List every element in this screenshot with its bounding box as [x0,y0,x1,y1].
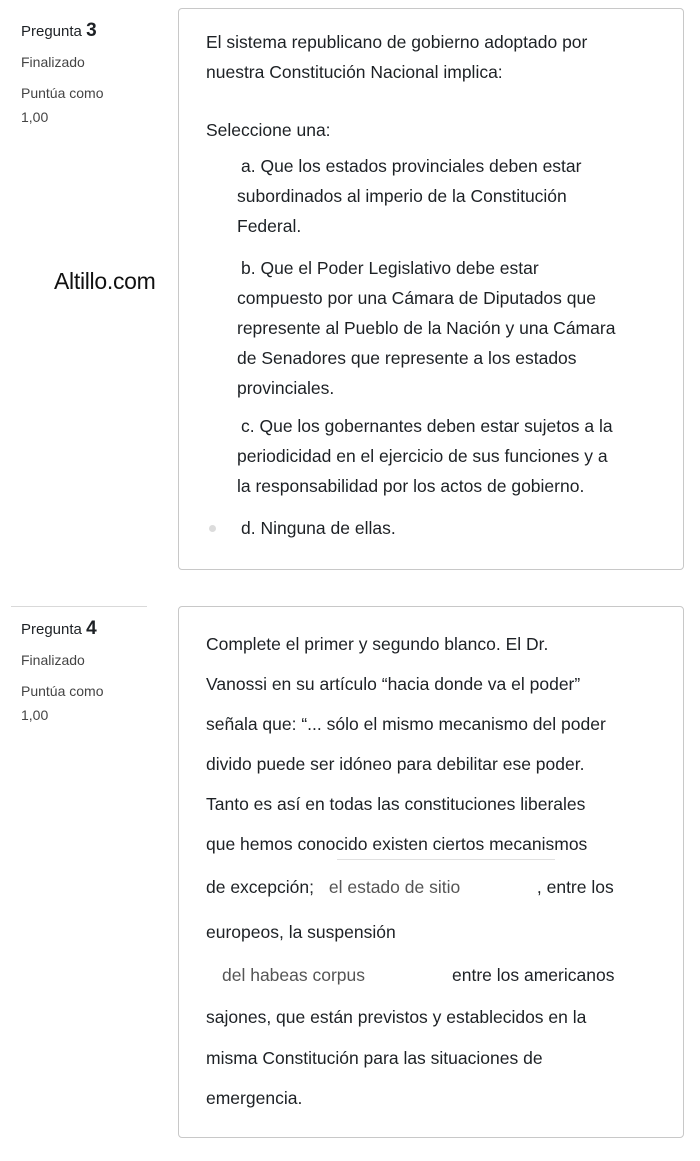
question-text-line: sajones, que están previstos y establecidos en la [206,1007,587,1027]
question-state: Finalizado [21,54,85,70]
radio-d[interactable] [209,525,216,532]
question-grade [21,81,161,129]
question-text-line: El sistema republicano de gobierno adoptado por [206,32,588,52]
question-text-line: Tanto es así en todas las constituciones liberales [206,794,586,814]
question-text-line: señala que: “... sólo el mismo mecanismo del poder [206,714,606,734]
question-number [21,20,161,43]
answer-option-d[interactable] [233,513,677,543]
answer-option-a[interactable] [233,151,677,241]
option-text: Federal. [237,216,302,236]
question-4-info [21,618,161,727]
grade-value: 1,00 [21,109,49,125]
option-text: d. Ninguna de ellas. [241,518,396,538]
question-state: Finalizado [21,652,85,668]
option-text: periodicidad en el ejercicio de sus funciones y a [237,446,608,466]
question-number-value: 4 [86,618,97,639]
question-text-line: Complete el primer y segundo blanco. El Dr. [206,634,549,654]
question-text-line: europeos, la suspensión [206,922,396,942]
blank-1-answer[interactable]: el estado de sitio [328,877,461,897]
answer-option-b[interactable] [233,253,677,403]
grade-label: Puntúa como [21,683,104,699]
blank-1-underline [337,859,555,860]
option-text: c. Que los gobernantes deben estar sujetos a la [241,416,613,436]
question-text-fragment: , entre los [536,877,614,897]
grade-label: Puntúa como [21,85,104,101]
question-text-line: emergencia. [206,1088,303,1108]
question-text [206,624,676,1118]
option-text: la responsabilidad por los actos de gobierno. [237,476,585,496]
question-text-line: divido puede ser idóneo para debilitar ese poder. [206,754,585,774]
question-4-card [178,606,684,1138]
select-prompt: Seleccione una: [206,120,331,140]
option-text: b. Que el Poder Legislativo debe estar [241,258,539,278]
question-text-line: nuestra Constitución Nacional implica: [206,62,503,82]
question-text-line: que hemos conocido existen ciertos mecanismos [206,834,588,854]
option-text: compuesto por una Cámara de Diputados que [237,288,596,308]
option-text: subordinados al imperio de la Constitución [237,186,567,206]
answer-option-c[interactable] [233,411,677,501]
option-text: represente al Pueblo de la Nación y una Cámara [237,318,616,338]
question-text-line [206,864,676,910]
question-label: Pregunta [21,621,82,638]
question-text-fragment: entre los americanos [452,965,615,985]
grade-value: 1,00 [21,707,49,723]
question-3-card [178,8,684,570]
question-grade [21,679,161,727]
option-text: a. Que los estados provinciales deben estar [241,156,582,176]
question-text-fragment: de excepción; [206,877,314,897]
question-divider [11,606,147,607]
question-text-line: Vanossi en su artículo “hacia donde va el poder” [206,674,581,694]
option-text: provinciales. [237,378,335,398]
blank-2-answer[interactable]: del habeas corpus [222,965,366,985]
question-number-value: 3 [86,20,97,41]
question-3-info [21,20,161,129]
question-text-line [206,954,676,996]
watermark: Altillo.com [54,268,156,294]
question-text [206,27,676,87]
question-number [21,618,161,641]
question-text-line: misma Constitución para las situaciones de [206,1048,543,1068]
option-text: de Senadores que represente a los estados [237,348,577,368]
question-label: Pregunta [21,23,82,40]
